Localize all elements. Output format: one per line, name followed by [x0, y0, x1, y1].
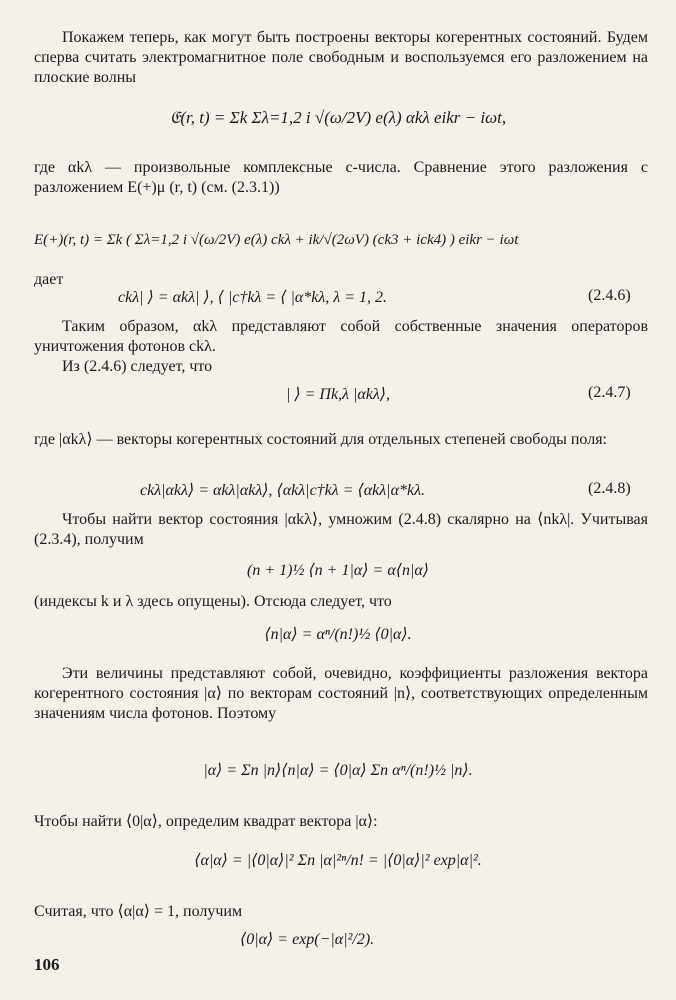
paragraph-3: дает	[34, 271, 64, 288]
paragraph-10: Чтобы найти ⟨0|α⟩, определим квадрат вектора |α⟩:	[34, 813, 378, 830]
equation-number-2-4-8: (2.4.8)	[588, 480, 631, 497]
formula-mode-eigenvalue: ckλ|αkλ⟩ = αkλ|αkλ⟩, ⟨αkλ|c†kλ = ⟨αkλ|α*kλ.	[140, 482, 425, 499]
paragraph-8: (индексы k и λ здесь опущены). Отсюда следует, что	[34, 593, 392, 610]
equation-number-2-4-6: (2.4.6)	[588, 287, 631, 304]
paragraph-7: Чтобы найти вектор состояния |αkλ⟩, умножим (2.4.8) скалярно на ⟨nkλ|. Учитывая (2.3.4), получим	[34, 511, 648, 548]
paragraph-2: где αkλ — произвольные комплексные c-числа. Сравнение этого разложения с разложением E(+)μ (r, t) (см. (2.3.1))	[34, 159, 648, 196]
formula-normalization: ⟨0|α⟩ = exp(−|α|²/2).	[240, 931, 375, 948]
formula-coefficient: ⟨n|α⟩ = αⁿ/(n!)½ ⟨0|α⟩.	[264, 626, 412, 643]
paragraph-5: Из (2.4.6) следует, что	[62, 358, 213, 375]
formula-coherent-state-expansion: |α⟩ = Σn |n⟩⟨n|α⟩ = ⟨0|α⟩ Σn αⁿ/(n!)½ |n⟩.	[203, 762, 473, 779]
paragraph-4: Таким образом, αkλ представляют собой собственные значения операторов уничтожения фотонов ckλ.	[34, 318, 648, 355]
paragraph-6: где |αkλ⟩ — векторы когерентных состояний для отдельных степеней свободы поля:	[34, 431, 607, 448]
formula-recurrence: (n + 1)½ ⟨n + 1|α⟩ = α⟨n|α⟩	[246, 562, 429, 579]
paragraph-1: Покажем теперь, как могут быть построены векторы когерентных состояний. Будем сперва считать электромагнитное поле свободным и воспользуемся его разложением на плоские волны	[34, 29, 648, 86]
formula-plane-wave-expansion: 𝔈(r, t) = Σk Σλ=1,2 i √(ω/2V) e(λ) αkλ eikr − iωt,	[169, 108, 507, 127]
formula-product-state: | ⟩ = Πk,λ |αkλ⟩,	[285, 386, 391, 403]
formula-eigenvalue: ckλ| ⟩ = αkλ| ⟩, ⟨ |c†kλ = ⟨ |α*kλ, λ = 1, 2.	[118, 289, 388, 306]
paragraph-9: Эти величины представляют собой, очевидно, коэффициенты разложения вектора когерентного состояния |α⟩ по векторам состояний |n⟩, соответствующих определенным значениям числа фотонов. Поэтому	[34, 665, 648, 722]
paragraph-11: Считая, что ⟨α|α⟩ = 1, получим	[34, 903, 243, 920]
formula-norm: ⟨α|α⟩ = |⟨0|α⟩|² Σn |α|²ⁿ/n! = |⟨0|α⟩|² exp|α|².	[194, 852, 482, 869]
page-number: 106	[34, 955, 60, 974]
equation-number-2-4-7: (2.4.7)	[588, 384, 631, 401]
formula-field-expansion: E(+)(r, t) = Σk ( Σλ=1,2 i √(ω/2V) e(λ) ckλ + ik/√(2ωV) (ck3 + ick4) ) eikr − iωt	[34, 232, 519, 248]
